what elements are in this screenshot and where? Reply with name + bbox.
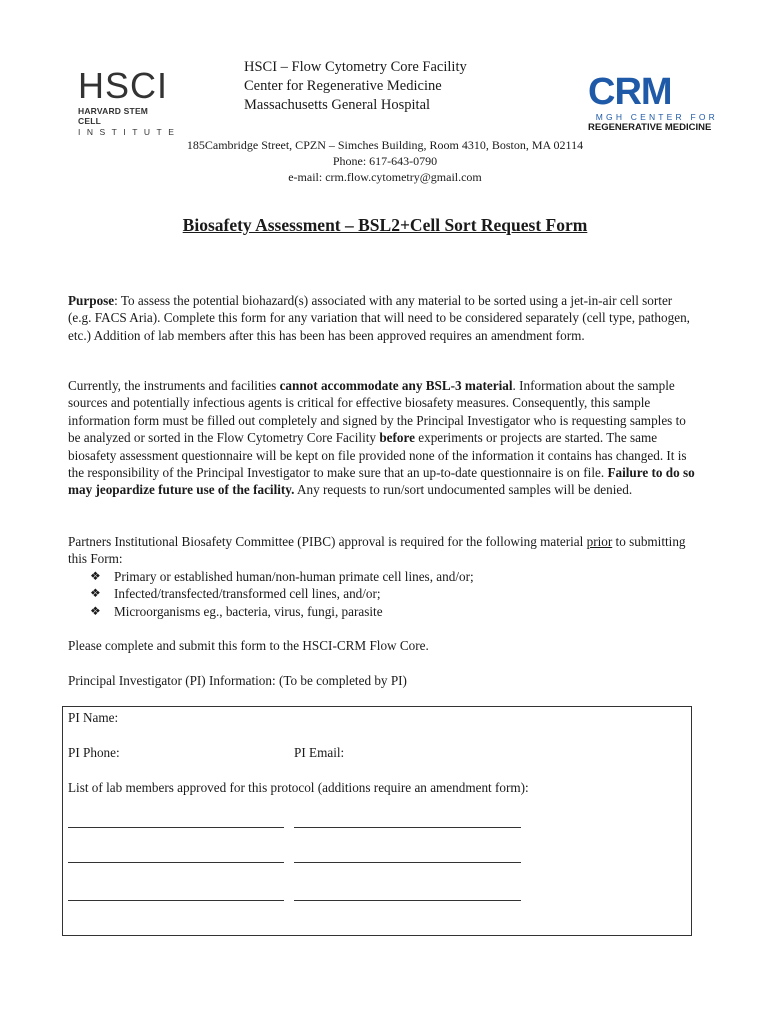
crm-logo-word: CRM <box>588 71 672 113</box>
crm-logo <box>588 71 718 133</box>
lab-member-line[interactable] <box>68 827 284 828</box>
purpose-label: Purpose <box>68 293 115 308</box>
pi-email-field[interactable]: PI Email: <box>294 745 345 760</box>
diamond-bullet-icon: ❖ <box>90 603 101 618</box>
lab-member-line[interactable] <box>294 862 521 863</box>
form-title: Biosafety Assessment – BSL2+Cell Sort Request Form <box>182 215 588 235</box>
crm-logo-line1: MGH CENTER FOR <box>595 112 718 122</box>
pi-name-field[interactable]: PI Name: <box>68 710 119 725</box>
bsl-text-4: Any requests to run/sort undocumented samples will be denied. <box>294 482 633 498</box>
diamond-bullet-icon: ❖ <box>90 568 101 583</box>
bsl-bold-2: before <box>379 430 415 446</box>
contact-block <box>0 137 770 185</box>
material-list <box>68 568 698 620</box>
lab-member-line[interactable] <box>294 900 521 901</box>
crm-logo-line2: REGENERATIVE MEDICINE <box>588 122 712 133</box>
bsl-paragraph <box>68 377 698 499</box>
hsci-logo-line2: INSTITUTE <box>78 127 181 137</box>
list-item-text: Microorganisms eg., bacteria, virus, fungi, parasite <box>114 603 383 619</box>
bsl-text-1: Currently, the instruments and facilities <box>68 378 280 393</box>
list-item <box>90 568 698 585</box>
lab-member-line[interactable] <box>68 900 284 901</box>
bsl-text-3: experiments or projects are started. The same biosafety assessment questionnaire will be kept on file provided none of the information it contains has changed. It is the responsibility of the Principal Investigator to make sure that an up-to-date questionnaire is on file. <box>68 430 687 481</box>
center-name: Center for Regenerative Medicine <box>244 78 442 94</box>
pibc-text-2: to submitting this Form: <box>68 534 686 567</box>
lab-member-line[interactable] <box>294 827 521 828</box>
pibc-paragraph <box>68 533 698 620</box>
diamond-bullet-icon: ❖ <box>90 586 101 601</box>
list-item <box>90 585 698 602</box>
hsci-logo-word: HSCI <box>78 65 169 106</box>
purpose-text: : To assess the potential biohazard(s) associated with any material to be sorted using a jet-in-air cell sorter (e.g. FACS Aria). Complete this form for any variation that will need to be considered separately (cell type, pathogen, etc.) Addition of lab members after this has been has been approved requires an amendment form. <box>68 293 690 343</box>
lab-members-label: List of lab members approved for this protocol (additions require an amendment form): <box>68 780 529 795</box>
hsci-logo-line1: HARVARD STEM CELL <box>78 106 149 126</box>
submit-note: Please complete and submit this form to the HSCI-CRM Flow Core. <box>68 638 429 653</box>
facility-header <box>244 58 467 115</box>
list-item-text: Infected/transfected/transformed cell lines, and/or; <box>114 586 381 602</box>
bsl-bold-1: cannot accommodate any BSL-3 material <box>279 378 513 393</box>
email-line: e-mail: crm.flow.cytometry@gmail.com <box>288 170 482 184</box>
facility-name: HSCI – Flow Cytometry Core Facility <box>244 59 467 75</box>
pibc-text-1: Partners Institutional Biosafety Committee (PIBC) approval is required for the following material <box>68 534 587 549</box>
purpose-paragraph <box>68 292 698 344</box>
pi-info-box <box>62 706 692 936</box>
pi-phone-field[interactable]: PI Phone: <box>68 745 120 760</box>
bsl-text-2: . Information about the sample sources and potentially infectious agents is critical for effective biosafety measures. Consequently, this sample information form must be filled out completely and signed by the Principal Investigator who is requesting samples to be analyzed or sorted in the Flow Cytometry Core Facility <box>68 378 686 446</box>
list-item <box>90 603 698 620</box>
pibc-underline: prior <box>586 534 613 549</box>
pi-section-heading: Principal Investigator (PI) Information: (To be completed by PI) <box>68 673 407 688</box>
hospital-name: Massachusetts General Hospital <box>244 97 431 113</box>
hsci-logo <box>78 65 181 137</box>
list-item-text: Primary or established human/non-human primate cell lines, and/or; <box>114 568 474 584</box>
phone-line: Phone: 617-643-0790 <box>332 154 438 168</box>
lab-member-line[interactable] <box>68 862 284 863</box>
bsl-bold-3: Failure to do so may jeopardize future use of the facility. <box>68 465 695 498</box>
address-line: 185Cambridge Street, CPZN – Simches Building, Room 4310, Boston, MA 02114 <box>186 138 584 152</box>
